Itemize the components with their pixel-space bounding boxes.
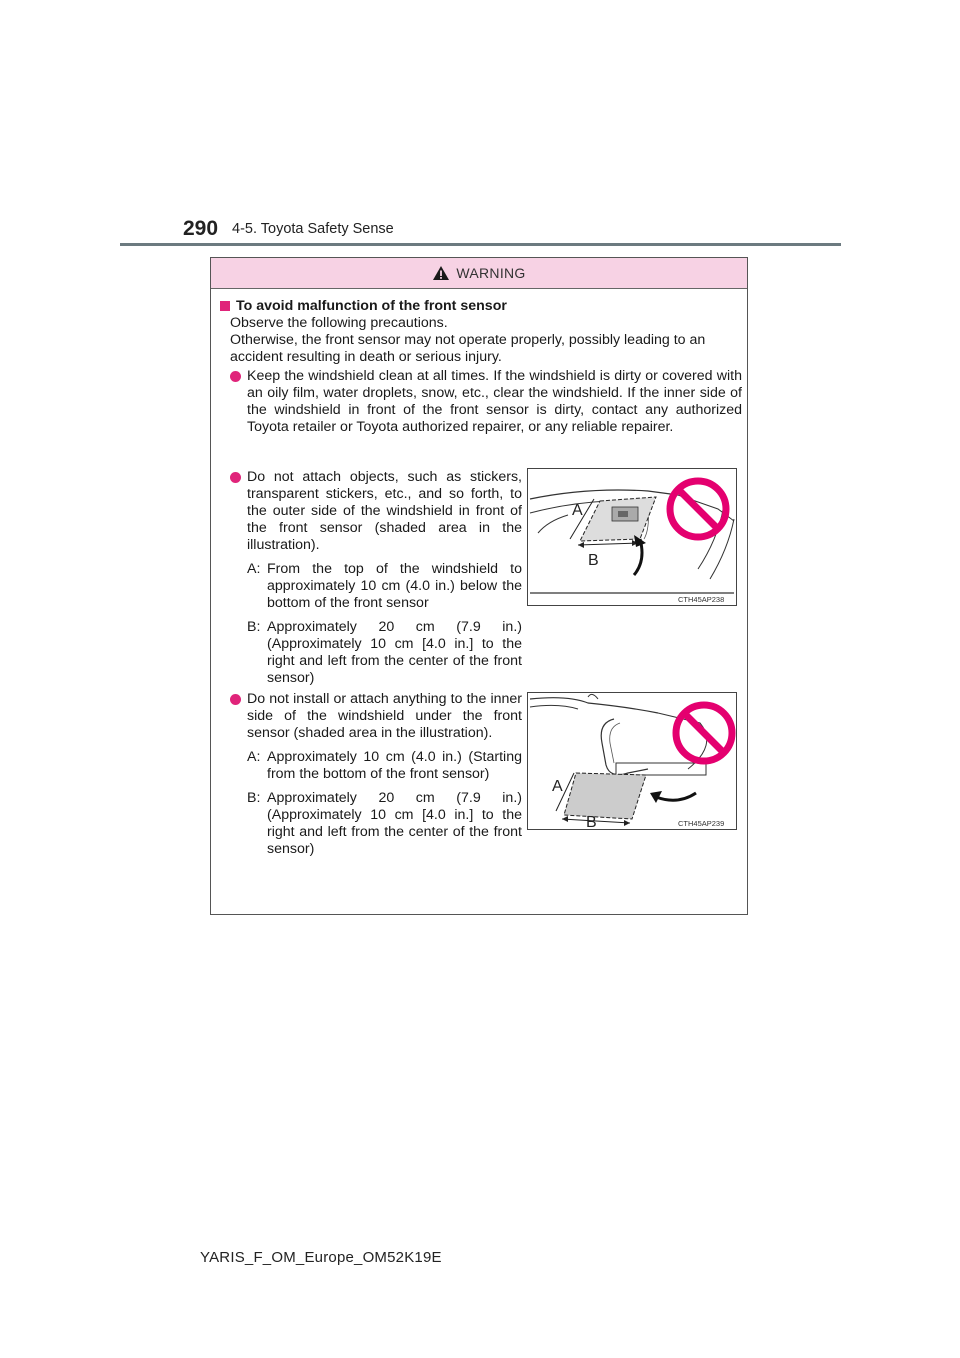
mark-a-label: A bbox=[572, 502, 583, 519]
bullet-inner-side bbox=[230, 691, 522, 858]
warning-label: WARNING bbox=[456, 265, 526, 281]
section-title: 4-5. Toyota Safety Sense bbox=[232, 221, 394, 237]
image-code: CTH45AP239 bbox=[678, 819, 725, 828]
bullet-text: Do not install or attach anything to the inner side of the windshield under the front sensor (shaded area in the illustration). bbox=[247, 691, 522, 741]
bullet-text: Do not attach objects, such as stickers, transparent stickers, etc., and so forth, to the outer side of the windshield in front of the front sensor (shaded area in the illustration). bbox=[247, 469, 522, 553]
intro-text: Observe the following precautions. bbox=[230, 315, 448, 331]
warning-box bbox=[210, 257, 748, 915]
warning-heading: To avoid malfunction of the front sensor bbox=[220, 298, 742, 315]
bullet-dot-icon bbox=[230, 694, 241, 705]
warning-content bbox=[220, 298, 742, 436]
note-a: A: From the top of the windshield to approximately 10 cm (4.0 in.) below the bottom of the front sensor bbox=[247, 561, 522, 611]
illustration-outer-windshield bbox=[527, 468, 737, 606]
illustration-inner-windshield bbox=[527, 692, 737, 830]
arrow-icon bbox=[656, 793, 696, 800]
page-header bbox=[0, 0, 960, 250]
mark-b-label: B bbox=[588, 552, 599, 569]
intro-text-2: Otherwise, the front sensor may not operate properly, possibly leading to an accident resulting in death or serious injury. bbox=[230, 332, 706, 365]
page-number: 290 bbox=[183, 217, 219, 240]
bullet-windshield-clean: Keep the windshield clean at all times. If the windshield is dirty or covered with an oily film, water droplets, snow, etc., clear the windshield. If the inner side of the windshield in front of the front sensor is dirty, contact any authorized Toyota retailer or Toyota authorized repairer, or any reliable repairer. bbox=[230, 368, 742, 436]
bullet-dot-icon bbox=[230, 472, 241, 483]
warning-triangle-icon bbox=[432, 265, 450, 281]
note-b: B: Approximately 20 cm (7.9 in.) (Approximately 10 cm [4.0 in.] to the right and left from the center of the front sensor) bbox=[247, 619, 522, 686]
mark-b-label: B bbox=[586, 814, 597, 829]
header-rule bbox=[120, 243, 841, 246]
document-id: YARIS_F_OM_Europe_OM52K19E bbox=[200, 1249, 442, 1266]
image-code: CTH45AP238 bbox=[678, 595, 725, 604]
warning-header bbox=[211, 258, 747, 289]
bullet-outer-side bbox=[230, 469, 522, 687]
bullet-dot-icon bbox=[230, 371, 241, 382]
prohibition-icon bbox=[676, 705, 732, 761]
note-a: A: Approximately 10 cm (4.0 in.) (Starting from the bottom of the front sensor) bbox=[247, 749, 522, 782]
mark-a-label: A bbox=[552, 778, 563, 795]
square-bullet-icon bbox=[220, 301, 230, 311]
note-b: B: Approximately 20 cm (7.9 in.) (Approximately 10 cm [4.0 in.] to the right and left from the center of the front sensor) bbox=[247, 790, 522, 857]
